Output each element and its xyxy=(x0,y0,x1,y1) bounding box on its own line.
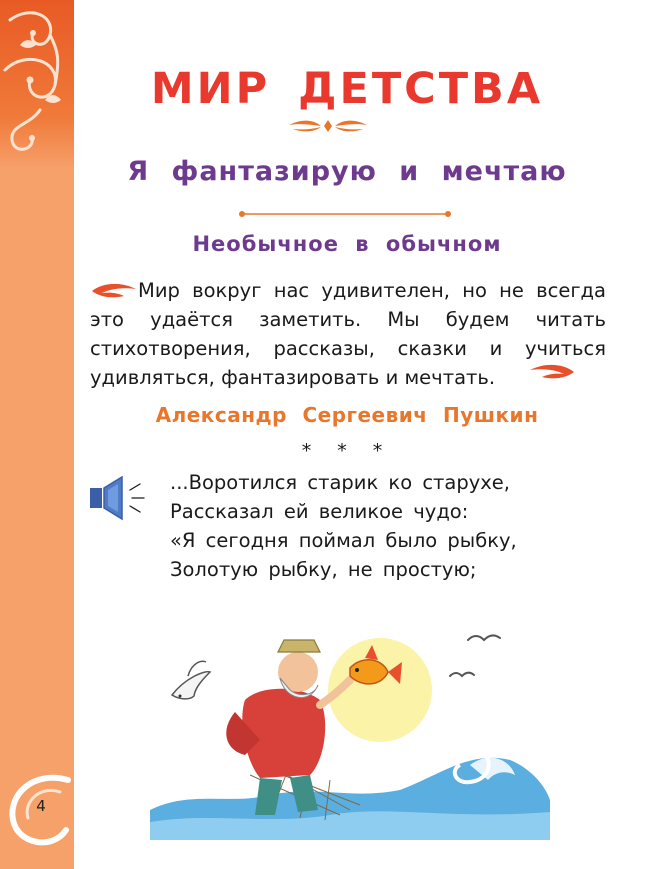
subsection-title: Необычное в обычном xyxy=(192,232,502,256)
stanza-separator: * * * xyxy=(301,440,393,462)
poem-line: «Я сегодня поймал было рыбку, xyxy=(170,529,517,552)
poem-line: Рассказал ей великое чудо: xyxy=(170,500,469,523)
divider-line xyxy=(238,208,452,220)
poem-line: ...Воротился старик ко старухе, xyxy=(170,471,511,494)
old-man-figure xyxy=(226,640,350,815)
chapter-title: МИР ДЕТСТВА xyxy=(150,64,544,114)
seagull-left-icon xyxy=(172,661,210,699)
poem-text xyxy=(170,468,610,584)
illustration-old-man-and-golden-fish xyxy=(150,600,550,840)
page-number: 4 xyxy=(36,797,46,815)
leaf-ornament-icon xyxy=(528,364,576,380)
swirl-ornament-icon xyxy=(0,0,74,170)
speaker-icon[interactable] xyxy=(88,474,150,522)
heading-ornament-icon xyxy=(283,117,373,135)
section-title: Я фантазирую и мечтаю xyxy=(127,156,567,187)
author-name: Александр Сергеевич Пушкин xyxy=(155,403,539,427)
side-decorative-strip xyxy=(0,0,74,869)
seagull-icon xyxy=(450,635,500,676)
poem-line: Золотую рыбку, не простую; xyxy=(170,558,477,581)
intro-text: Мир вокруг нас удивителен, но не всегда это удаётся заметить. Мы будем читать стихотворения, рассказы, сказки и учиться удивляться, фантазировать и мечтать. xyxy=(90,279,606,389)
